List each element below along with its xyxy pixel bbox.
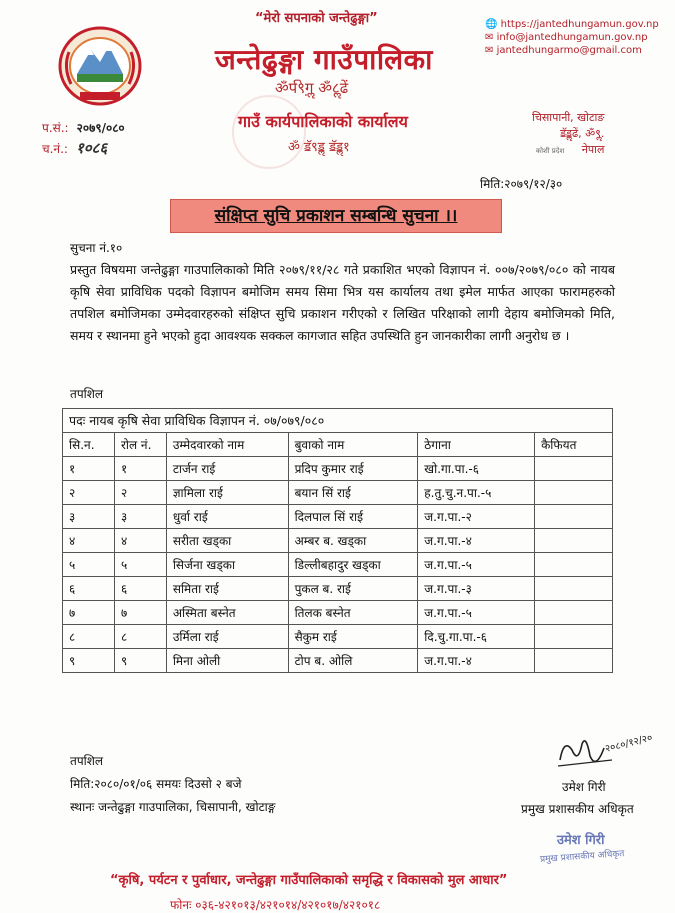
- signature-date: २०८०/१२/२०: [604, 732, 654, 755]
- table-cell: [535, 457, 613, 481]
- signatory-title: प्रमुख प्रशासकीय अधिकृत: [521, 802, 634, 816]
- table-header-cell: उम्मेदवारको नाम: [166, 433, 288, 457]
- email-link-2[interactable]: ✉ jantedhungarmo@gmail.com: [485, 45, 642, 56]
- table-cell: ५: [114, 553, 166, 577]
- table-cell: ४: [114, 529, 166, 553]
- table-cell: अस्मिता बस्नेत: [166, 601, 288, 625]
- signatory-name: उमेश गिरी: [562, 780, 606, 794]
- office-name-sub: ॐर्प९ेग़ॢ ॐ८ॢढें: [275, 79, 349, 97]
- table-cell: खो.गा.पा.-६: [418, 457, 535, 481]
- table-row: [63, 649, 613, 673]
- table-cell: प्रदिप कुमार राई: [288, 457, 418, 481]
- table-cell: ज.ग.पा.-५: [418, 553, 535, 577]
- table-row: [63, 481, 613, 505]
- header-slogan: “मेरो सपनाको जन्तेढुङ्गा”: [255, 11, 378, 26]
- table-cell: ४: [63, 529, 115, 553]
- reference-block: [42, 118, 125, 159]
- contact-block: [485, 18, 659, 57]
- table-cell: २: [63, 481, 115, 505]
- notice-body: प्रस्तुत विषयमा जन्तेढुङ्गा गाउपालिकाको मिति २०७९/११/२८ गते प्रकाशित भएको विज्ञापन नं. ००७/२०७९/०८० को नायब कृषि सेवा प्राविधिक पदको विज्ञापन बमोजिम समय सिमा भित्र यस कार्यालय तथा इमेल मार्फत आएका फारामहरुको तपशिल बमोजिमका उम्मेदवारहरुको संक्षिप्त सुचि प्रकाशन गरीएको र लिखित परिक्षाको लागी देहाय बमोजिमको मिति, समय र स्थानमा हुने भएको हुदा आवश्यक सक्कल कागजात सहित उपस्थिति हुन जानकारीका लागी अनुरोध छ ।: [70, 262, 615, 343]
- table-row: [63, 625, 613, 649]
- table-cell: पुकल ब. राई: [288, 577, 418, 601]
- table-header-cell: ठेगाना: [418, 433, 535, 457]
- table-cell: टोप ब. ओलि: [288, 649, 418, 673]
- table-cell: ८: [114, 625, 166, 649]
- address-province: कोशी प्रदेश: [535, 147, 565, 155]
- office-name: जन्तेढुङ्गा गाउँपालिका: [215, 43, 433, 76]
- table-cell: मिना ओली: [166, 649, 288, 673]
- table-cell: ७: [63, 601, 115, 625]
- address-line1: चिसापानी, खोटाङ: [532, 111, 605, 124]
- address-line2: ॾॅॾॢढें, ॐ९ॢ.: [560, 127, 605, 140]
- table-cell: २: [114, 481, 166, 505]
- address-country: नेपाल: [581, 143, 605, 156]
- patra-sankhya-label: प.सं.:: [42, 121, 69, 135]
- table-cell: [535, 577, 613, 601]
- table-cell: ९: [63, 649, 115, 673]
- table-caption: पदः नायब कृषि सेवा प्राविधिक विज्ञापन नं. ०७/०७९/०८०: [63, 409, 613, 433]
- table-cell: ३: [114, 505, 166, 529]
- table-cell: ज.ग.पा.-३: [418, 577, 535, 601]
- table-header-cell: कैफियत: [535, 433, 613, 457]
- stamp-name: उमेश गिरी: [556, 833, 605, 848]
- tapsil-heading: तपशिल: [70, 387, 104, 401]
- address-block: [532, 110, 604, 159]
- table-row: [63, 553, 613, 577]
- table-cell: अम्बर ब. खड्का: [288, 529, 418, 553]
- table-cell: ५: [63, 553, 115, 577]
- website-link[interactable]: 🌐 https://jantedhungamun.gov.np: [485, 19, 659, 30]
- table-cell: डिल्लीबहादुर खड्का: [288, 553, 418, 577]
- notice-number: सुचना नं.१०: [70, 241, 123, 255]
- signature-scrawl-icon: [552, 730, 662, 775]
- nepal-emblem-icon: [55, 22, 145, 107]
- table-cell: [535, 625, 613, 649]
- table-cell: समिता राई: [166, 577, 288, 601]
- table-cell: [535, 553, 613, 577]
- table-cell: उर्मिला राई: [166, 625, 288, 649]
- exam-venue: स्थानः जन्तेढुङ्गा गाउपालिका, चिसापानी, खोटाङ्ग: [70, 800, 276, 814]
- table-cell: [535, 481, 613, 505]
- table-header-cell: सि.न.: [63, 433, 115, 457]
- table-cell: ज.ग.पा.-२: [418, 505, 535, 529]
- official-stamp: [540, 833, 625, 865]
- patra-sankhya-value: २०७९/०८०: [76, 121, 125, 135]
- table-cell: सैकुम राई: [288, 625, 418, 649]
- notice-title: संक्षिप्त सुचि प्रकाशन सम्बन्धि सुचना ।।: [170, 199, 502, 233]
- table-cell: दि.चु.गा.पा.-६: [418, 625, 535, 649]
- table-cell: ज.ग.पा.-४: [418, 649, 535, 673]
- table-cell: [535, 505, 613, 529]
- table-body: [63, 457, 613, 673]
- office-title-sub: ॐ ॾॅ९ॾॢ ॾॅॾॢ१: [288, 140, 350, 155]
- table-row: [63, 457, 613, 481]
- table-cell: धुर्वा राई: [166, 505, 288, 529]
- candidate-table: [62, 408, 613, 673]
- table-row: [63, 577, 613, 601]
- table-cell: ह.तु.चु.न.पा.-५: [418, 481, 535, 505]
- exam-datetime: मिति:२०८०/०१/०६ समयः दिउसो २ बजे: [70, 777, 242, 791]
- table-cell: [535, 601, 613, 625]
- table-cell: १: [63, 457, 115, 481]
- chalani-value: १०८६: [75, 139, 108, 157]
- faint-seal: [232, 95, 306, 169]
- table-cell: ९: [114, 649, 166, 673]
- table-header-cell: रोल नं.: [114, 433, 166, 457]
- table-cell: ६: [114, 577, 166, 601]
- table-header-cell: बुवाको नाम: [288, 433, 418, 457]
- table-header-row: [63, 433, 613, 457]
- table-cell: ६: [63, 577, 115, 601]
- table-cell: [535, 649, 613, 673]
- table-cell: [535, 529, 613, 553]
- table-cell: ज्ञामिला राई: [166, 481, 288, 505]
- table-cell: ज.ग.पा.-४: [418, 529, 535, 553]
- table-cell: टार्जन राई: [166, 457, 288, 481]
- table-cell: ७: [114, 601, 166, 625]
- office-title: गाउँ कार्यपालिकाको कार्यालय: [238, 112, 408, 131]
- email-link[interactable]: ✉ info@jantedhungamun.gov.np: [485, 32, 648, 43]
- footer-phone: फोनः ०३६-४२१०१३/४२१०१४/४२१०१७/४२१०१८: [170, 898, 381, 912]
- table-cell: तिलक बस्नेत: [288, 601, 418, 625]
- table-cell: ८: [63, 625, 115, 649]
- exam-heading: तपशिल: [70, 754, 104, 768]
- chalani-label: च.नं.:: [42, 142, 68, 156]
- footer-slogan: “कृषि, पर्यटन र पुर्वाधार, जन्तेढुङ्गा गाउँपालिकाको समृद्धि र विकासको मुल आधार”: [110, 873, 508, 888]
- table-cell: १: [114, 457, 166, 481]
- table-cell: बयान सिं राई: [288, 481, 418, 505]
- table-cell: सरीता खड्का: [166, 529, 288, 553]
- table-cell: ३: [63, 505, 115, 529]
- table-cell: ज.ग.पा.-५: [418, 601, 535, 625]
- table-cell: सिर्जना खड्का: [166, 553, 288, 577]
- stamp-title: प्रमुख प्रशासकीय अधिकृत: [539, 849, 625, 865]
- table-row: [63, 505, 613, 529]
- table-row: [63, 529, 613, 553]
- notice-date: मिति:२०७९/१२/३०: [480, 177, 563, 191]
- table-cell: दिलपाल सिं राई: [288, 505, 418, 529]
- table-row: [63, 601, 613, 625]
- exam-block: [70, 750, 275, 819]
